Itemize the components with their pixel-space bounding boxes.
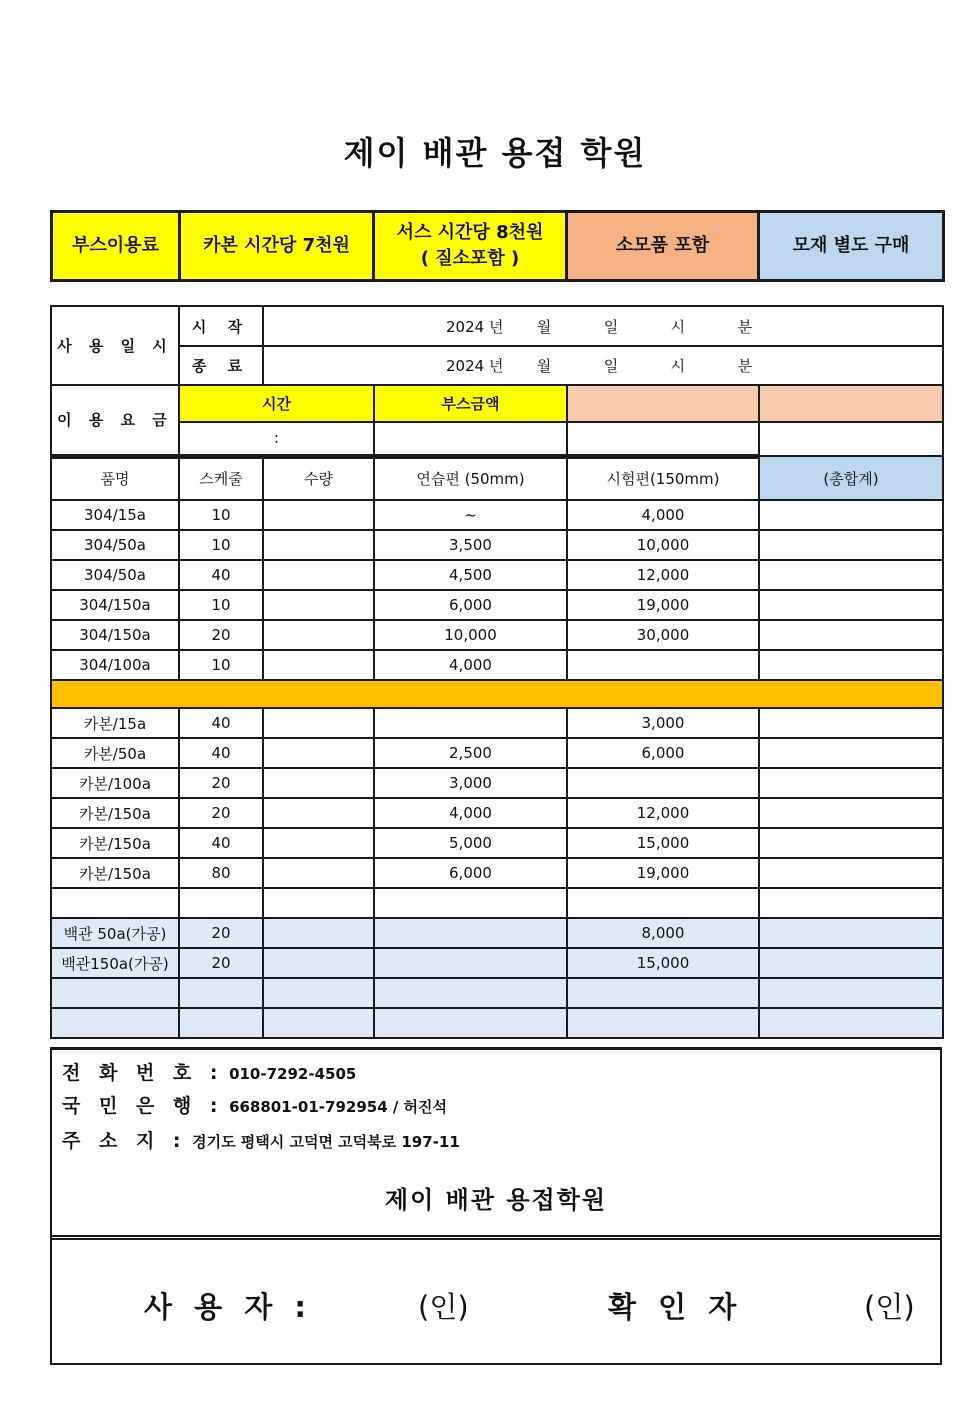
- practice-price: [374, 948, 567, 978]
- contact-info-box: [50, 1047, 942, 1240]
- confirmer-seal[interactable]: (인): [864, 1290, 915, 1324]
- quantity-input[interactable]: [263, 798, 374, 828]
- practice-price: 4,000: [374, 798, 567, 828]
- table-row: [51, 560, 943, 590]
- total-input[interactable]: [759, 500, 943, 530]
- item-name: 카본/150a: [51, 858, 179, 888]
- test-price: [567, 650, 759, 680]
- test-price: 15,000: [567, 828, 759, 858]
- item-name: 304/50a: [51, 530, 179, 560]
- quantity-input[interactable]: [263, 590, 374, 620]
- user-seal[interactable]: (인): [418, 1290, 469, 1324]
- total-input[interactable]: [759, 768, 943, 798]
- total-input[interactable]: [759, 620, 943, 650]
- total-input[interactable]: [759, 708, 943, 738]
- end-datetime-field[interactable]: 2024 년 월 일 시 분: [263, 346, 943, 385]
- quantity-input[interactable]: [263, 738, 374, 768]
- test-price: 10,000: [567, 530, 759, 560]
- col-header-schedule: 스케줄: [179, 456, 263, 500]
- schedule: 20: [179, 948, 263, 978]
- empty-cell[interactable]: [51, 978, 179, 1008]
- item-name: 304/150a: [51, 590, 179, 620]
- quantity-input[interactable]: [263, 650, 374, 680]
- usage-fee-table: [50, 305, 944, 1039]
- fee-blank-input[interactable]: [567, 422, 759, 456]
- practice-price: [374, 708, 567, 738]
- empty-cell[interactable]: [759, 978, 943, 1008]
- col-header-test: 시험편(150mm): [567, 456, 759, 500]
- test-price: 19,000: [567, 858, 759, 888]
- table-row: [51, 738, 943, 768]
- item-name: 카본/50a: [51, 738, 179, 768]
- empty-cell[interactable]: [374, 888, 567, 918]
- item-name: 304/150a: [51, 620, 179, 650]
- address-value: 경기도 평택시 고덕면 고덕북로 197-11: [192, 1133, 460, 1151]
- total-input[interactable]: [759, 948, 943, 978]
- schedule: 80: [179, 858, 263, 888]
- empty-cell[interactable]: [51, 1008, 179, 1038]
- confirmer-label: 확 인 자: [608, 1290, 743, 1324]
- schedule: 40: [179, 560, 263, 590]
- sus-rate-line2: ( 질소포함 ): [420, 248, 520, 269]
- total-input[interactable]: [759, 560, 943, 590]
- booth-amount-header: 부스금액: [374, 385, 567, 422]
- table-row: [51, 918, 943, 948]
- item-name: 304/15a: [51, 500, 179, 530]
- table-row: [51, 590, 943, 620]
- bank-label: 국 민 은 행 :: [62, 1095, 224, 1117]
- test-price: 19,000: [567, 590, 759, 620]
- empty-cell[interactable]: [567, 888, 759, 918]
- total-input[interactable]: [759, 858, 943, 888]
- sus-rate: [374, 212, 567, 281]
- practice-price: ~: [374, 500, 567, 530]
- material-note: 모재 별도 구매: [759, 212, 944, 281]
- practice-price: 4,500: [374, 560, 567, 590]
- fee-blank-input[interactable]: [759, 422, 943, 456]
- booth-amount-input[interactable]: [374, 422, 567, 456]
- time-input[interactable]: :: [179, 422, 374, 456]
- empty-cell[interactable]: [759, 888, 943, 918]
- test-price: [567, 768, 759, 798]
- col-header-practice: 연습편 (50mm): [374, 456, 567, 500]
- total-input[interactable]: [759, 590, 943, 620]
- schedule: 20: [179, 798, 263, 828]
- phone-line: [62, 1058, 356, 1085]
- empty-cell[interactable]: [263, 1008, 374, 1038]
- total-input[interactable]: [759, 798, 943, 828]
- item-name: 카본/150a: [51, 828, 179, 858]
- item-name: 백관 50a(가공): [51, 918, 179, 948]
- empty-cell[interactable]: [179, 1008, 263, 1038]
- practice-price: 2,500: [374, 738, 567, 768]
- practice-price: 6,000: [374, 858, 567, 888]
- total-input[interactable]: [759, 918, 943, 948]
- table-row: [51, 948, 943, 978]
- usage-datetime-label: 사 용 일 시: [51, 306, 179, 385]
- item-name: 백관150a(가공): [51, 948, 179, 978]
- item-name: 카본/15a: [51, 708, 179, 738]
- test-price: 12,000: [567, 560, 759, 590]
- practice-price: 3,500: [374, 530, 567, 560]
- schedule: 20: [179, 918, 263, 948]
- schedule: 20: [179, 620, 263, 650]
- empty-cell[interactable]: [179, 888, 263, 918]
- address-line: [62, 1126, 460, 1153]
- table-row: [51, 650, 943, 680]
- total-input[interactable]: [759, 650, 943, 680]
- empty-cell[interactable]: [51, 888, 179, 918]
- item-name: 304/100a: [51, 650, 179, 680]
- schedule: 10: [179, 500, 263, 530]
- item-name: 카본/100a: [51, 768, 179, 798]
- table-row: [51, 858, 943, 888]
- practice-price: 10,000: [374, 620, 567, 650]
- quantity-input[interactable]: [263, 620, 374, 650]
- table-row: [51, 620, 943, 650]
- test-price: 4,000: [567, 500, 759, 530]
- quantity-input[interactable]: [263, 828, 374, 858]
- empty-cell[interactable]: [263, 978, 374, 1008]
- empty-cell[interactable]: [567, 1008, 759, 1038]
- address-label: 주 소 지 :: [62, 1130, 187, 1152]
- section-divider: [51, 680, 943, 708]
- schedule: 10: [179, 530, 263, 560]
- table-row: [51, 798, 943, 828]
- quantity-input[interactable]: [263, 708, 374, 738]
- table-row: [51, 828, 943, 858]
- schedule: 10: [179, 650, 263, 680]
- practice-price: [374, 918, 567, 948]
- empty-cell[interactable]: [263, 888, 374, 918]
- phone-number: 010-7292-4505: [229, 1065, 357, 1083]
- item-name: 카본/150a: [51, 798, 179, 828]
- empty-cell[interactable]: [179, 978, 263, 1008]
- usage-fee-label: 이 용 요 금: [51, 385, 179, 456]
- col-header-quantity: 수량: [263, 456, 374, 500]
- test-price: 6,000: [567, 738, 759, 768]
- practice-price: 6,000: [374, 590, 567, 620]
- practice-price: 5,000: [374, 828, 567, 858]
- academy-name: 제이 배관 용접학원: [384, 1186, 608, 1214]
- schedule: 40: [179, 708, 263, 738]
- quantity-input[interactable]: [263, 530, 374, 560]
- test-price: 8,000: [567, 918, 759, 948]
- bank-line: [62, 1091, 447, 1118]
- time-header: 시간: [179, 385, 374, 422]
- end-label: 종 료: [179, 346, 263, 385]
- carbon-rate: 카본 시간당 7천원: [180, 212, 374, 281]
- practice-price: 4,000: [374, 650, 567, 680]
- item-name: 304/50a: [51, 560, 179, 590]
- schedule: 20: [179, 768, 263, 798]
- consumables-note: 소모품 포함: [567, 212, 759, 281]
- table-row: [51, 768, 943, 798]
- total-input[interactable]: [759, 530, 943, 560]
- phone-label: 전 화 번 호 :: [62, 1062, 224, 1084]
- empty-cell[interactable]: [567, 978, 759, 1008]
- booth-fee-label: 부스이용료: [52, 212, 180, 281]
- quantity-input[interactable]: [263, 918, 374, 948]
- total-input[interactable]: [759, 828, 943, 858]
- user-label: 사 용 자 :: [144, 1290, 312, 1324]
- table-row: [51, 708, 943, 738]
- quantity-input[interactable]: [263, 560, 374, 590]
- schedule: 10: [179, 590, 263, 620]
- empty-cell[interactable]: [374, 978, 567, 1008]
- col-header-total: (총합계): [759, 456, 943, 500]
- quantity-input[interactable]: [263, 948, 374, 978]
- fee-blank-cell: [759, 385, 943, 422]
- quantity-input[interactable]: [263, 858, 374, 888]
- fee-blank-cell: [567, 385, 759, 422]
- sus-rate-line1: 서스 시간당 8천원: [396, 222, 544, 243]
- start-label: 시 작: [179, 306, 263, 346]
- schedule: 40: [179, 738, 263, 768]
- col-header-item: 품명: [51, 456, 179, 500]
- page-title: 제이 배관 용접 학원: [343, 134, 647, 172]
- table-row: [51, 530, 943, 560]
- test-price: 15,000: [567, 948, 759, 978]
- practice-price: 3,000: [374, 768, 567, 798]
- test-price: 3,000: [567, 708, 759, 738]
- quantity-input[interactable]: [263, 500, 374, 530]
- bank-account: 668801-01-792954 / 허진석: [229, 1098, 448, 1116]
- empty-cell[interactable]: [759, 1008, 943, 1038]
- signature-box: [50, 1235, 942, 1365]
- empty-cell[interactable]: [374, 1008, 567, 1038]
- table-row: [51, 500, 943, 530]
- schedule: 40: [179, 828, 263, 858]
- test-price: 30,000: [567, 620, 759, 650]
- total-input[interactable]: [759, 738, 943, 768]
- start-datetime-field[interactable]: 2024 년 월 일 시 분: [263, 306, 943, 346]
- quantity-input[interactable]: [263, 768, 374, 798]
- test-price: 12,000: [567, 798, 759, 828]
- fee-header-band: [50, 210, 945, 282]
